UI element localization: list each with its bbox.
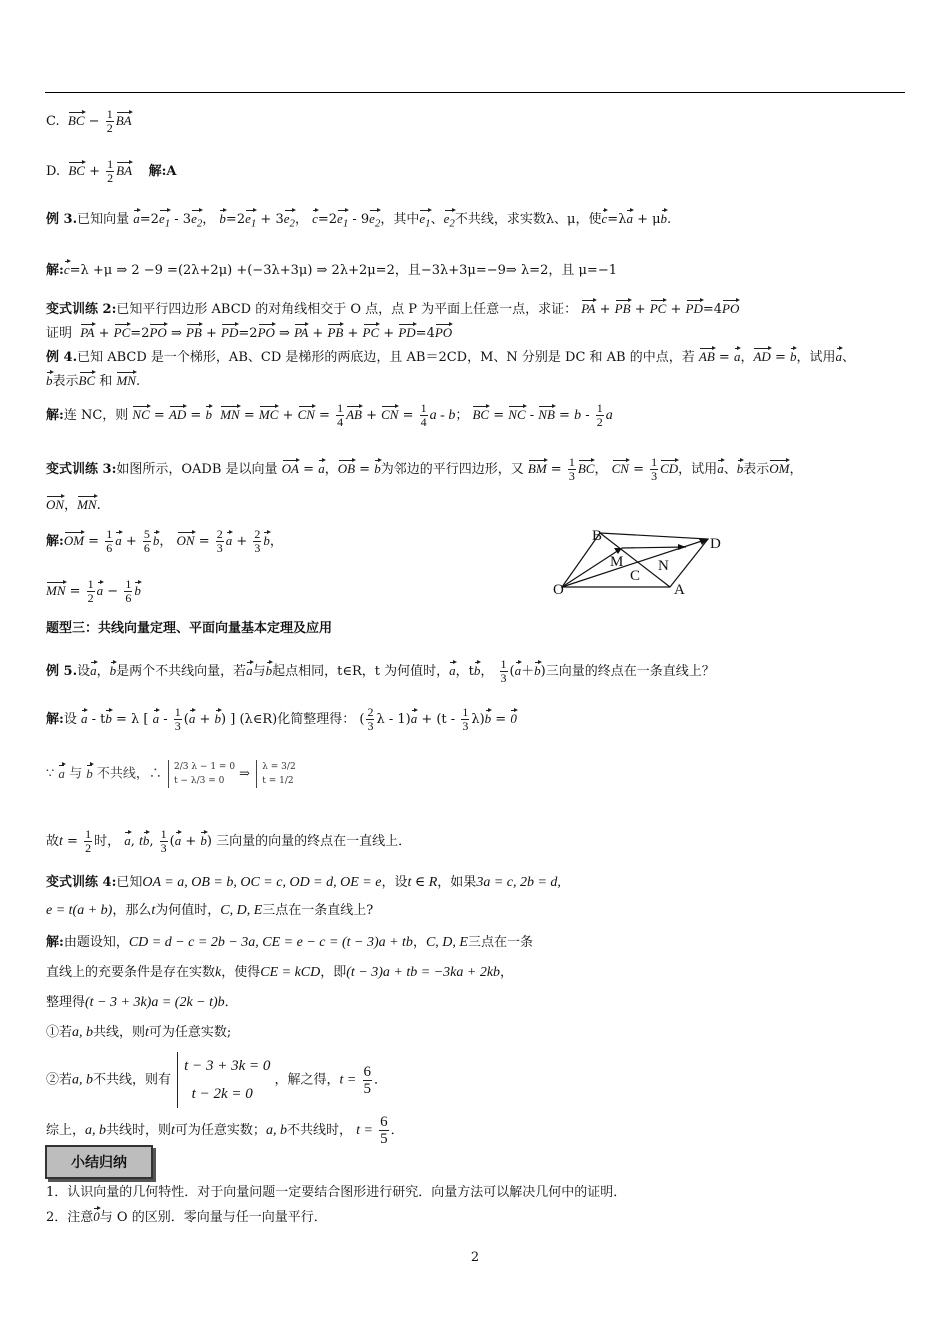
solution-variant-3: 解:OM = $\frac{1}{6}$ a + $\frac{5}{6}$ b， ON = $\frac{2}{3}$ a + $\frac{2}{3}$ b， bbox=[46, 527, 283, 555]
parallelogram-figure bbox=[548, 520, 748, 600]
label-d: D bbox=[710, 536, 721, 552]
option-d: D. BC + $\frac{1}{2}$ BA 解:A bbox=[46, 157, 177, 185]
example-4-line2: b表示BC 和 MN. bbox=[46, 370, 140, 391]
solution-4: 解:连 NC，则 NC = AD = b MN = MC + CN = $\frac{1}{4}$ AB + CN = $\frac{1}{4}$ a - b； BC = NC - NB = b - $\frac{1}{2}$ a bbox=[46, 401, 613, 429]
example-5: 例 5.设a，b是两个不共线向量，若a与b起点相同，t∈R，t 为何值时，a，tb， $\frac{1}{3}$ (a＋b)三向量的终点在一条直线上？ bbox=[46, 657, 715, 685]
solution-variant-4-line2: 直线上的充要条件是存在实数k，使得CE = kCD，即(t − 3)a + tb = −3ka + 2kb， bbox=[46, 965, 514, 980]
summary-title-box: 小结归纳 bbox=[45, 1145, 153, 1179]
solution-5: 解:设 a - tb = λ [ a - $\frac{1}{3}$ (a + b) ] (λ∈R)化简整理得： ( $\frac{2}{3}$ λ - 1)a + (t - $\frac{1}{3}$ λ)b = 0 bbox=[46, 705, 517, 733]
label-a: A bbox=[674, 582, 685, 598]
solution-variant-4: 解:由题设知，CD = d − c = 2b − 3a, CE = e − c = (t − 3)a + tb，C, D, E三点在一条 bbox=[46, 935, 533, 950]
header-rule bbox=[45, 92, 905, 93]
example-4: 例 4.已知 ABCD 是一个梯形，AB、CD 是梯形的两底边，且 AB＝2CD，M、N 分别是 DC 和 AB 的中点，若 AB = a，AD = b，试用a、 bbox=[46, 346, 855, 367]
label-c: C bbox=[630, 568, 641, 584]
solution-5-system: ∵ a 与 b 不共线，∴ 2/3 λ − 1 = 0 t − λ/3 = 0 ⇒ λ = 3/2 t = 1/2 bbox=[46, 762, 296, 786]
solution-variant-4-line3: 整理得(t − 3 + 3k)a = (2k − t)b． bbox=[46, 995, 238, 1010]
variant-2-proof: 证明 PA + PC=2PO ⇒ PB + PD=2PO ⇒ PA + PB + PC + PD=4PO bbox=[46, 322, 452, 343]
variant-4: 变式训练 4:已知OA = a, OB = b, OC = c, OD = d, OE = e，设t ∈ R，如果3a = c, 2b = d, bbox=[46, 875, 561, 890]
solution-5-conclusion: 故t = $\frac{1}{2}$ 时， a, tb, $\frac{1}{3}$ (a + b) 三向量的向量的终点在一直线上． bbox=[46, 827, 412, 855]
variant-2: 变式训练 2:已知平行四边形 ABCD 的对角线相交于 O 点，点 P 为平面上任意一点，求证： PA + PB + PC + PD=4PO bbox=[46, 298, 739, 319]
summary-item-2: 2．注意0与 O 的区别．零向量与任一向量平行． bbox=[46, 1206, 327, 1227]
label-b: B bbox=[592, 528, 603, 544]
example-3: 例 3.已知向量 $a=2e_1 - 3e_2$， $b=2e_1 + 3e_2$， $c=2e_1 - 9e_2$，其中$e_1$、$e_2$不共线，求实数λ、μ，使c=λa + μb. bbox=[46, 208, 671, 231]
vector-mn bbox=[622, 547, 686, 548]
solution-3: 解:c=λ +μ ⇒ 2 −9 =(2λ+2μ) +(−3λ+3μ) ⇒ 2λ+2μ=2，且−3λ+3μ=−9⇒ λ=2，且 μ=−1 bbox=[46, 259, 617, 280]
variant-3-line2: ON，MN. bbox=[46, 494, 101, 515]
case-summary: 综上，a, b共线时，则t可为任意实数；a, b不共线时， t = $\frac{6}{5}$ ． bbox=[46, 1114, 404, 1147]
option-c: C. BC − $\frac{1}{2}$ BA bbox=[46, 107, 132, 135]
solution-variant-3-line2: MN = $\frac{1}{2}$ a − $\frac{1}{6}$ b bbox=[46, 577, 141, 605]
page-number: 2 bbox=[470, 1250, 480, 1265]
case-1: ①若a, b共线，则t可为任意实数; bbox=[46, 1025, 232, 1040]
arrowhead-n bbox=[678, 544, 686, 550]
variant-4-line2: e = t(a + b)，那么t为何值时，C, D, E三点在一条直线上? bbox=[46, 903, 374, 918]
label-n: N bbox=[658, 558, 669, 574]
summary-item-1: 1．认识向量的几何特性．对于向量问题一定要结合图形进行研究．向量方法可以解决几何中的证明． bbox=[46, 1185, 627, 1200]
case-2: ②若a, b不共线，则有 t − 3 + 3k = 0 t − 2k = 0 ，解之得，t = $\frac{6}{5}$ ． bbox=[46, 1052, 387, 1108]
section-3-title: 题型三：共线向量定理、平面向量基本定理及应用 bbox=[46, 621, 333, 636]
answer-text: 解:A bbox=[148, 164, 177, 179]
label-o: O bbox=[553, 582, 564, 598]
label-m: M bbox=[610, 554, 624, 570]
variant-3: 变式训练 3:如图所示，OADB 是以向量 OA = a，OB = b为邻边的平行四边形，又 BM = $\frac{1}{3}$ BC， CN = $\frac{1}{3}$ CD，试用a、b表示OM， bbox=[46, 455, 803, 483]
